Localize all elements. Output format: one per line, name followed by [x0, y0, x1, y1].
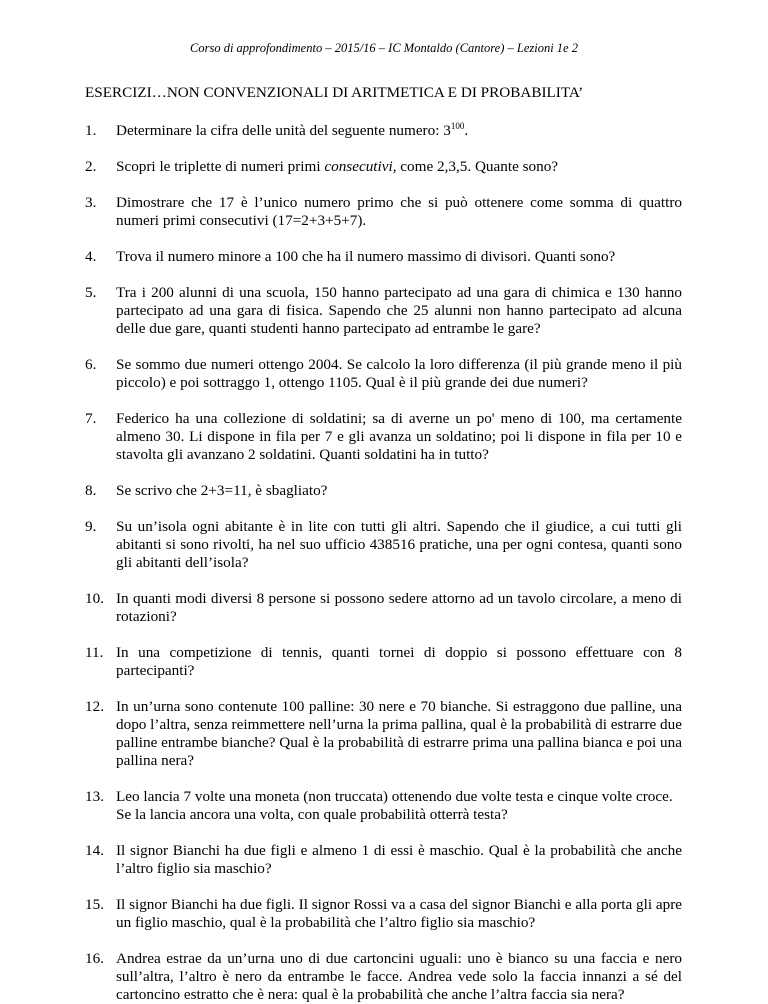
exercise-text: Scopri le triplette di numeri primi consecutivi, come 2,3,5. Quante sono?	[116, 158, 559, 175]
exercise-text: Il signor Bianchi ha due figli. Il signor Rossi va a casa del signor Bianchi e alla porta gli apre un figlio maschio, qual è la probabilità che l’altro figlio sia maschio?	[116, 896, 683, 931]
exercise-item	[85, 644, 682, 680]
exercise-item	[85, 410, 682, 464]
exercise-text: In un’urna sono contenute 100 palline: 30 nere e 70 bianche. Si estraggono due palline, una dopo l’altra, senza reimmettere nell’urna la prima pallina, qual è la probabilità di estrarre due palline entrambe bianche? Qual è la probabilità di estrarre prima una pallina bianca e poi una pallina nera?	[116, 698, 682, 769]
exercise-number: 9.	[85, 518, 97, 535]
exercise-number: 1.	[85, 122, 97, 139]
exercise-number: 2.	[85, 158, 97, 175]
exercise-item	[85, 158, 682, 176]
emphasis-text: consecutivi	[324, 158, 393, 175]
exercise-item	[85, 122, 682, 140]
exponent: 100	[450, 120, 465, 131]
exercise-number: 6.	[85, 356, 97, 373]
exercise-item	[85, 590, 682, 626]
exercise-text: Se scrivo che 2+3=11, è sbagliato?	[116, 482, 328, 499]
exercise-text: Leo lancia 7 volte una moneta (non truccata) ottenendo due volte testa e cinque volte croce. Se la lancia ancora una volta, con quale probabilità otterrà testa?	[116, 788, 673, 823]
exercise-number: 7.	[85, 410, 97, 427]
exercise-text: Se sommo due numeri ottengo 2004. Se calcolo la loro differenza (il più grande meno il più piccolo) e poi sottraggo 1, ottengo 1105. Qual è il più grande dei due numeri?	[116, 356, 682, 391]
exercise-item	[85, 698, 682, 770]
exercise-item	[85, 248, 682, 266]
exercise-text: Trova il numero minore a 100 che ha il numero massimo di divisori. Quanti sono?	[116, 248, 616, 265]
exercise-number: 4.	[85, 248, 97, 265]
exercise-item	[85, 950, 682, 1004]
exercise-item	[85, 788, 682, 824]
exercise-number: 15.	[85, 896, 104, 913]
exercise-text: Dimostrare che 17 è l’unico numero primo che si può ottenere come somma di quattro numeri primi consecutivi (17=2+3+5+7).	[116, 194, 682, 229]
exercise-text: Determinare la cifra delle unità del seguente numero: $3^{100}$.	[116, 120, 469, 139]
exercise-number: 3.	[85, 194, 97, 211]
document-title: ESERCIZI…NON CONVENZIONALI DI ARITMETICA E DI PROBABILITA’	[85, 84, 584, 101]
exercise-number: 16.	[85, 950, 104, 967]
exercise-number: 5.	[85, 284, 97, 301]
exercise-number: 8.	[85, 482, 97, 499]
exercise-item	[85, 518, 682, 572]
exercise-text: Su un’isola ogni abitante è in lite con tutti gli altri. Sapendo che il giudice, a cui tutti gli abitanti si sono rivolti, ha nel suo ufficio 438516 pratiche, una per ogni contesa, quanti sono gli abitanti dell’isola?	[116, 518, 682, 571]
exercise-number: 14.	[85, 842, 104, 859]
exercise-number: 10.	[85, 590, 104, 607]
exercise-item	[85, 896, 682, 932]
page-header: Corso di approfondimento – 2015/16 – IC Montaldo (Cantore) – Lezioni 1e 2	[190, 41, 578, 55]
exercise-text: In quanti modi diversi 8 persone si possono sedere attorno ad un tavolo circolare, a meno di rotazioni?	[116, 590, 682, 625]
exercise-item	[85, 482, 682, 500]
exercise-item	[85, 284, 682, 338]
exercise-number: 11.	[85, 644, 104, 661]
exercise-text: In una competizione di tennis, quanti tornei di doppio si possono effettuare con 8 partecipanti?	[116, 644, 682, 679]
exercise-item	[85, 356, 682, 392]
exercise-number: 13.	[85, 788, 104, 805]
exercise-item	[85, 842, 682, 878]
exercise-number: 12.	[85, 698, 104, 715]
exercise-item	[85, 194, 682, 230]
exercise-text: Tra i 200 alunni di una scuola, 150 hanno partecipato ad una gara di chimica e 130 hanno partecipato ad una gara di fisica. Sapendo che 25 alunni non hanno partecipato ad alcuna delle due gare, quanti studenti hanno partecipato ad entrambe le gare?	[116, 284, 682, 337]
exercise-text: Federico ha una collezione di soldatini; sa di averne un po' meno di 100, ma certamente almeno 30. Li dispone in fila per 7 e gli avanza un soldatino; poi li dispone in fila per 10 e stavolta gli avanzano 2 soldatini. Quanti soldatini ha in tutto?	[116, 410, 682, 463]
exercise-text: Andrea estrae da un’urna uno di due cartoncini uguali: uno è bianco su una faccia e nero sull’altra, l’altro è nero da entrambe le facce. Andrea vede solo la faccia innanzi a sé del cartoncino estratto che è nera: qual è la probabilità che anche l’altra faccia sia nera?	[116, 950, 682, 1003]
exercise-text: Il signor Bianchi ha due figli e almeno 1 di essi è maschio. Qual è la probabilità che anche l’altro figlio sia maschio?	[116, 842, 682, 877]
